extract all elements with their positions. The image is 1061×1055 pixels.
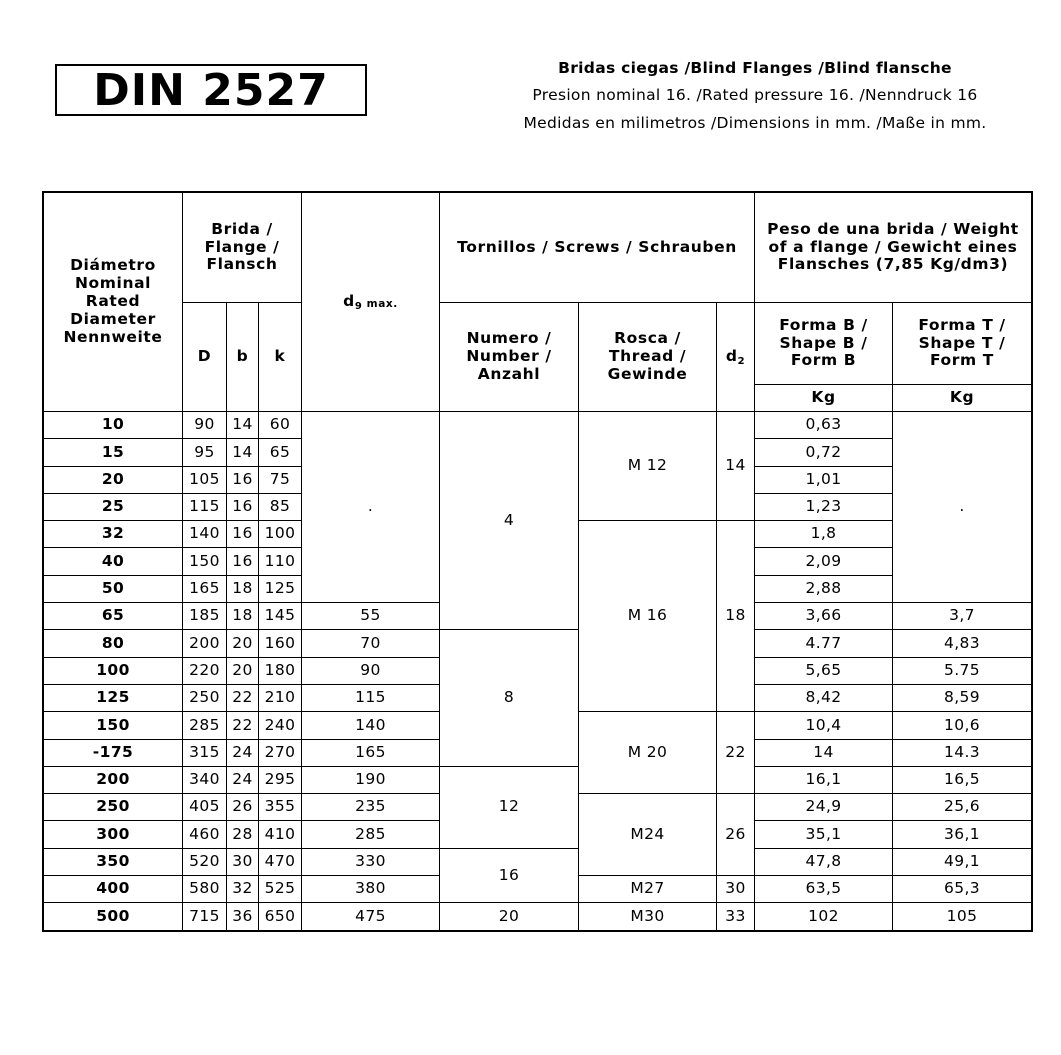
cell-nominal-diameter: 50 [44,575,183,602]
header-unit-form-b: Kg [755,385,893,412]
cell-weight-form-b: 5,65 [755,657,893,684]
cell-weight-form-t: 5.75 [893,657,1032,684]
cell-k: 295 [259,766,302,793]
cell-k: 65 [259,439,302,466]
cell-nominal-diameter: 250 [44,794,183,821]
cell-thread: M 12 [579,412,717,521]
cell-thread: M27 [579,876,717,903]
cell-weight-form-b: 24,9 [755,794,893,821]
cell-nominal-diameter: 15 [44,439,183,466]
cell-weight-form-b: 2,09 [755,548,893,575]
header-form-b: Forma B / Shape B / Form B [755,303,893,385]
header-k: k [259,303,302,412]
cell-D: 460 [183,821,227,848]
document-title: DIN 2527 [93,64,329,116]
cell-D: 405 [183,794,227,821]
cell-b: 32 [227,876,259,903]
cell-d9: 140 [302,712,440,739]
cell-weight-form-t: 14.3 [893,739,1032,766]
cell-thread: M24 [579,794,717,876]
cell-weight-form-t: 49,1 [893,848,1032,875]
subtitle-product: Bridas ciegas /Blind Flanges /Blind flansche [558,59,952,77]
header-b: b [227,303,259,412]
cell-weight-form-b: 1,01 [755,466,893,493]
cell-d9: 285 [302,821,440,848]
cell-b: 16 [227,521,259,548]
cell-d2: 30 [717,876,755,903]
cell-k: 355 [259,794,302,821]
cell-d9: 475 [302,903,440,930]
cell-D: 715 [183,903,227,930]
cell-weight-form-b: 0,72 [755,439,893,466]
cell-nominal-diameter: 100 [44,657,183,684]
cell-b: 18 [227,603,259,630]
cell-b: 18 [227,575,259,602]
subtitle-units: Medidas en milimetros /Dimensions in mm. /Maße in mm. [523,114,987,132]
cell-d2: 26 [717,794,755,876]
document-title-box [55,64,367,116]
cell-d2: 33 [717,903,755,930]
cell-nominal-diameter: -175 [44,739,183,766]
cell-thread: M30 [579,903,717,930]
cell-nominal-diameter: 150 [44,712,183,739]
cell-b: 26 [227,794,259,821]
cell-screw-number: 20 [440,903,579,930]
cell-weight-form-t: 3,7 [893,603,1032,630]
cell-b: 14 [227,412,259,439]
table-row [44,903,1032,930]
cell-nominal-diameter: 400 [44,876,183,903]
cell-k: 125 [259,575,302,602]
cell-b: 36 [227,903,259,930]
cell-b: 20 [227,657,259,684]
cell-D: 185 [183,603,227,630]
cell-k: 110 [259,548,302,575]
cell-nominal-diameter: 300 [44,821,183,848]
cell-k: 410 [259,821,302,848]
cell-weight-form-b: 8,42 [755,684,893,711]
cell-weight-form-b: 1,8 [755,521,893,548]
cell-D: 115 [183,493,227,520]
cell-weight-form-b: 3,66 [755,603,893,630]
cell-d9: 235 [302,794,440,821]
cell-b: 24 [227,739,259,766]
cell-d2: 22 [717,712,755,794]
cell-D: 315 [183,739,227,766]
cell-d9: 330 [302,848,440,875]
cell-d9: 55 [302,603,440,630]
cell-D: 340 [183,766,227,793]
header-flange: Brida / Flange / Flansch [183,193,302,303]
cell-d9: 70 [302,630,440,657]
cell-D: 105 [183,466,227,493]
cell-nominal-diameter: 350 [44,848,183,875]
cell-k: 470 [259,848,302,875]
cell-b: 24 [227,766,259,793]
cell-weight-form-b: 4.77 [755,630,893,657]
cell-k: 75 [259,466,302,493]
cell-D: 90 [183,412,227,439]
cell-k: 100 [259,521,302,548]
cell-D: 520 [183,848,227,875]
cell-nominal-diameter: 32 [44,521,183,548]
cell-d2: 14 [717,412,755,521]
table-row [44,848,1032,875]
cell-weight-form-b: 16,1 [755,766,893,793]
cell-b: 20 [227,630,259,657]
cell-weight-form-t: 65,3 [893,876,1032,903]
cell-b: 30 [227,848,259,875]
header-thread: Rosca / Thread / Gewinde [579,303,717,412]
cell-weight-form-t: 105 [893,903,1032,930]
cell-weight-form-t: 4,83 [893,630,1032,657]
cell-weight-form-b: 35,1 [755,821,893,848]
cell-d9: 115 [302,684,440,711]
cell-thread: M 16 [579,521,717,712]
cell-k: 160 [259,630,302,657]
cell-nominal-diameter: 40 [44,548,183,575]
subtitle-pressure: Presion nominal 16. /Rated pressure 16. /Nenndruck 16 [532,86,978,104]
cell-b: 16 [227,548,259,575]
cell-D: 200 [183,630,227,657]
cell-D: 285 [183,712,227,739]
cell-b: 16 [227,466,259,493]
cell-nominal-diameter: 80 [44,630,183,657]
cell-d9: . [302,412,440,603]
cell-d9: 165 [302,739,440,766]
cell-weight-form-b: 10,4 [755,712,893,739]
cell-d2: 18 [717,521,755,712]
cell-nominal-diameter: 65 [44,603,183,630]
cell-weight-form-b: 102 [755,903,893,930]
cell-d9: 90 [302,657,440,684]
cell-weight-form-b: 0,63 [755,412,893,439]
cell-k: 525 [259,876,302,903]
table-row [44,412,1032,439]
cell-screw-number: 12 [440,766,579,848]
cell-D: 580 [183,876,227,903]
cell-nominal-diameter: 200 [44,766,183,793]
cell-b: 22 [227,712,259,739]
cell-b: 22 [227,684,259,711]
cell-weight-form-t: 25,6 [893,794,1032,821]
cell-D: 140 [183,521,227,548]
cell-D: 95 [183,439,227,466]
header-unit-form-t: Kg [893,385,1032,412]
cell-weight-form-t: 16,5 [893,766,1032,793]
cell-b: 28 [227,821,259,848]
cell-weight-form-b: 63,5 [755,876,893,903]
header-D: D [183,303,227,412]
header-d9-max: d9 max. [302,193,440,412]
cell-k: 60 [259,412,302,439]
cell-weight-form-t: 8,59 [893,684,1032,711]
cell-D: 250 [183,684,227,711]
cell-weight-form-b: 2,88 [755,575,893,602]
cell-b: 16 [227,493,259,520]
cell-D: 165 [183,575,227,602]
cell-nominal-diameter: 125 [44,684,183,711]
table-row [44,766,1032,793]
cell-weight-form-b: 14 [755,739,893,766]
cell-nominal-diameter: 500 [44,903,183,930]
cell-k: 85 [259,493,302,520]
cell-b: 14 [227,439,259,466]
cell-D: 220 [183,657,227,684]
flange-dimensions-table [43,192,1032,931]
cell-d9: 380 [302,876,440,903]
cell-k: 180 [259,657,302,684]
cell-screw-number: 16 [440,848,579,903]
cell-nominal-diameter: 10 [44,412,183,439]
header-screws: Tornillos / Screws / Schrauben [440,193,755,303]
table-row [44,630,1032,657]
cell-k: 145 [259,603,302,630]
cell-weight-form-b: 1,23 [755,493,893,520]
cell-weight-form-b: 47,8 [755,848,893,875]
cell-k: 270 [259,739,302,766]
cell-nominal-diameter: 25 [44,493,183,520]
header-form-t: Forma T / Shape T / Form T [893,303,1032,385]
header-d2: d2 [717,303,755,412]
cell-weight-form-t: . [893,412,1032,603]
cell-k: 650 [259,903,302,930]
cell-nominal-diameter: 20 [44,466,183,493]
cell-screw-number: 8 [440,630,579,766]
cell-k: 210 [259,684,302,711]
cell-weight-form-t: 10,6 [893,712,1032,739]
cell-d9: 190 [302,766,440,793]
header-nominal-diameter: Diámetro Nominal Rated Diameter Nennweite [44,193,183,412]
cell-D: 150 [183,548,227,575]
cell-weight-form-t: 36,1 [893,821,1032,848]
cell-screw-number: 4 [440,412,579,630]
cell-thread: M 20 [579,712,717,794]
cell-k: 240 [259,712,302,739]
header-weight: Peso de una brida / Weight of a flange / Gewicht eines Flansches (7,85 Kg/dm3) [755,193,1032,303]
header-number: Numero / Number / Anzahl [440,303,579,412]
